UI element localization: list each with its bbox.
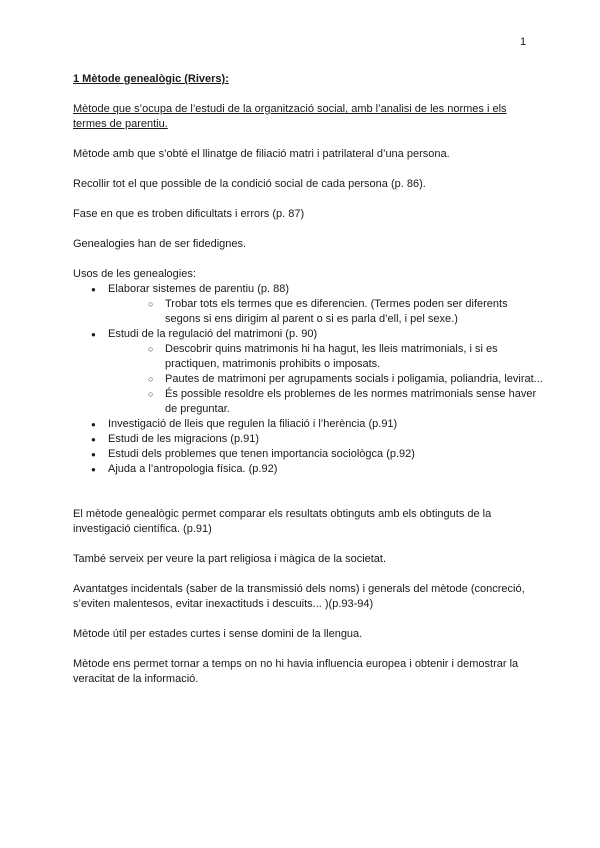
list-title: Usos de les genealogies:: [73, 268, 196, 280]
page-number: 1: [520, 36, 527, 48]
paragraph: Mètode amb que s’obté el llinatge de filiació matri i patrilateral d’una persona.: [73, 148, 450, 160]
paragraph: Genealogies han de ser fidedignes.: [73, 238, 247, 250]
list-item-text: Estudi de les migracions (p.91): [108, 433, 260, 445]
list-item-text: Ajuda a l’antropologia física. (p.92): [108, 463, 278, 475]
sub-list-item: ○ Trobar tots els termes que es diferencien. (Termes poden ser diferents segons si ens dirigim al parent o si es parla d’ell, i pel sexe.): [108, 297, 543, 327]
paragraph: El mètode genealògic permet comparar els resultats obtinguts amb els obtinguts de la investigació científica. (p.91): [73, 508, 492, 535]
paragraph: Recollir tot el que possible de la condició social de cada persona (p. 86).: [73, 178, 426, 190]
paragraph: També serveix per veure la part religiosa i màgica de la societat.: [73, 553, 387, 565]
list-item: [73, 282, 543, 327]
sub-list: [108, 297, 543, 327]
list-item: [73, 462, 543, 477]
list-item-text: Estudi dels problemes que tenen importancia sociològca (p.92): [108, 448, 415, 460]
sub-list-item: ○ Pautes de matrimoni per agrupaments socials i poligamia, poliandria, levirat...: [108, 372, 543, 387]
sub-list-item: ○ Descobrir quins matrimonis hi ha hagut, les lleis matrimonials, i si es practiquen, matrimonis prohibits o imposats.: [108, 342, 543, 372]
paragraph: Mètode que s’ocupa de l’estudi de la organització social, amb l’analisi de les normes i els termes de parentiu.: [73, 103, 507, 130]
paragraph: Fase en que es troben dificultats i errors (p. 87): [73, 208, 305, 220]
list-item-text: Investigació de lleis que regulen la filiació i l’herència (p.91): [108, 418, 398, 430]
section-heading: 1 Mètode genealògic (Rivers):: [73, 73, 229, 85]
paragraph: Mètode útil per estades curtes i sense domini de la llengua.: [73, 628, 363, 640]
bullet-list: [73, 282, 543, 477]
list-item: [73, 447, 543, 462]
list-item: [73, 327, 543, 417]
list-item-text: Elaborar sistemes de parentiu (p. 88): [108, 283, 289, 295]
list-item-text: Estudi de la regulació del matrimoni (p. 90): [108, 328, 318, 340]
paragraph: Mètode ens permet tornar a temps on no hi havia influencia europea i obtenir i demostrar la veracitat de la informació.: [73, 658, 519, 685]
sub-list: [108, 342, 543, 417]
document-body: [73, 72, 543, 702]
paragraph: Avantatges incidentals (saber de la transmissió dels noms) i generals del mètode (concreció, s’eviten malentesos, evitar inexactituds i descuits... )(p.93-94): [73, 583, 525, 610]
uses-list-section: [73, 267, 543, 477]
list-item: [73, 417, 543, 432]
sub-list-item: ○ És possible resoldre els problemes de les normes matrimonials sense haver de preguntar.: [108, 387, 543, 417]
list-item: [73, 432, 543, 447]
